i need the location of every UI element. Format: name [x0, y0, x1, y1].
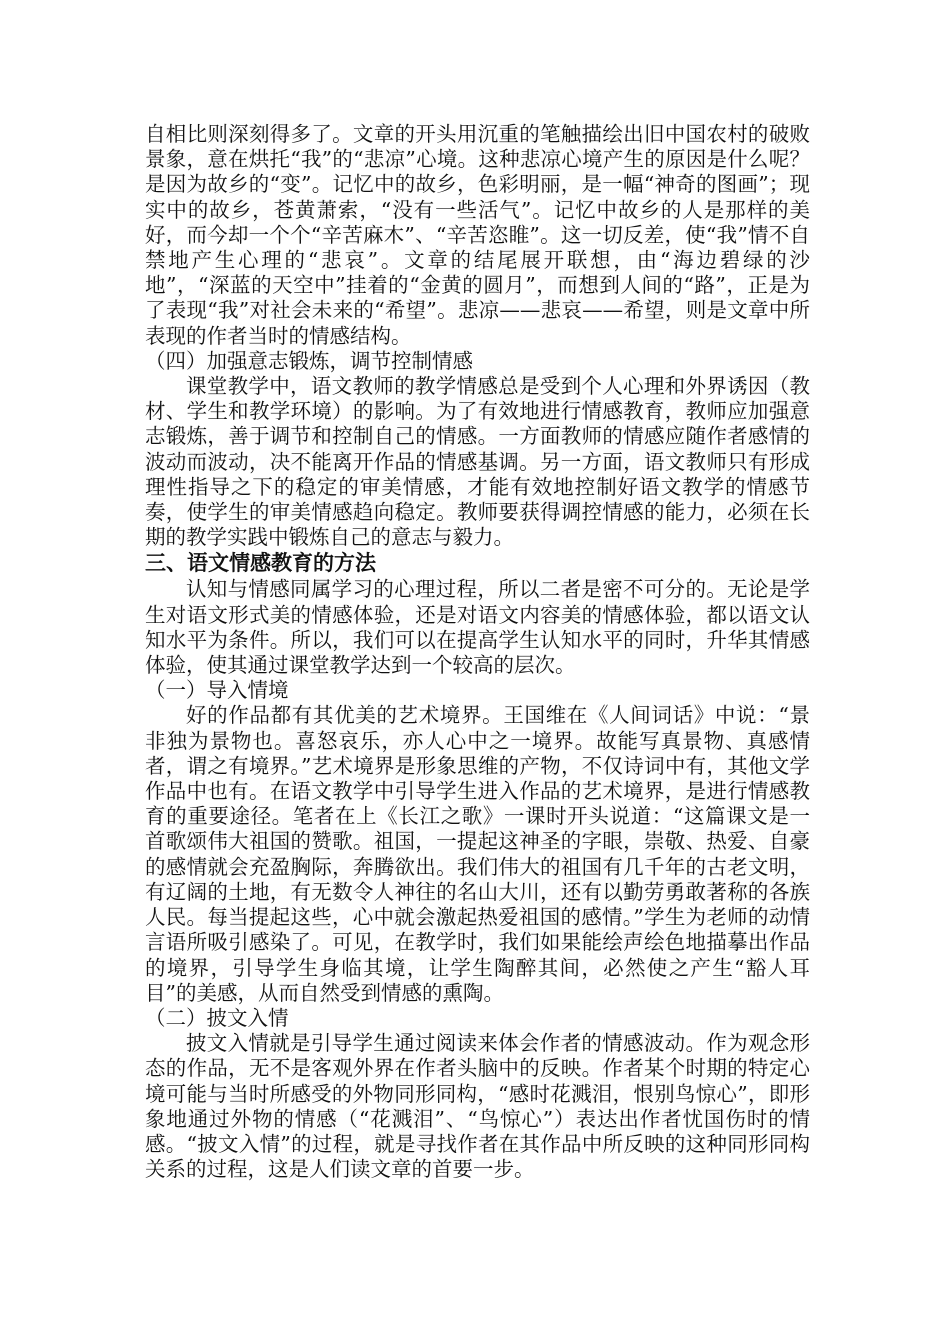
paragraph-continuation: 自相比则深刻得多了。文章的开头用沉重的笔触描绘出旧中国农村的破败景象，意在烘托“我”的“悲凉”心境。这种悲凉心境产生的原因是什么呢？是因为故乡的“变”。记忆中的故乡，色彩明丽，是一幅“神奇的图画”；现实中的故乡，苍黄萧索，“没有一些活气”。记忆中故乡的人是那样的美好，而今却一个个“辛苦麻木”、“辛苦恣睢”。这一切反差，使“我”情不自禁地产生心理的“悲哀”。文章的结尾展开联想，由“海边碧绿的沙地”，“深蓝的天空中”挂着的“金黄的圆月”，而想到人间的“路”，正是为了表现“我”对社会未来的“希望”。悲凉——悲哀——希望，则是文章中所表现的作者当时的情感结构。 — [145, 122, 810, 348]
section-heading-3: 三、语文情感教育的方法 — [145, 551, 376, 576]
paragraph-cognition: 认知与情感同属学习的心理过程，所以二者是密不可分的。无论是学生对语文形式美的情感体验，还是对语文内容美的情感体验，都以语文认知水平为条件。所以，我们可以在提高学生认知水平的同时，升华其情感体验，使其通过课堂教学达到一个较高的层次。 — [145, 577, 810, 678]
subheading-4: （四）加强意志锻炼，调节控制情感 — [145, 348, 473, 373]
subheading-1: （一）导入情境 — [145, 678, 289, 703]
subheading-2: （二）披文入情 — [145, 1005, 289, 1030]
paragraph-artistic-realm: 好的作品都有其优美的艺术境界。王国维在《人间词话》中说：“景非独为景物也。喜怒哀乐，亦人心中之一境界。故能写真景物、真感情者，谓之有境界。”艺术境界是形象思维的产物，不仅诗词中有，其他文学作品中也有。在语文教学中引导学生进入作品的艺术境界，是进行情感教育的重要途径。笔者在上《长江之歌》一课时开头说道：“这篇课文是一首歌颂伟大祖国的赞歌。祖国，一提起这神圣的字眼，崇敬、热爱、自豪的感情就会充盈胸际，奔腾欲出。我们伟大的祖国有几千年的古老文明，有辽阔的土地，有无数令人神往的名山大川，还有以勤劳勇敢著称的各族人民。每当提起这些，心中就会激起热爱祖国的感情。”学生为老师的动情言语所吸引感染了。可见，在教学时，我们如果能绘声绘色地描摹出作品的境界，引导学生身临其境，让学生陶醉其间，必然使之产生“豁人耳目”的美感，从而自然受到情感的熏陶。 — [145, 703, 810, 1005]
document-page — [145, 122, 810, 1182]
paragraph-emotion-control: 课堂教学中，语文教师的教学情感总是受到个人心理和外界诱因（教材、学生和教学环境）的影响。为了有效地进行情感教育，教师应加强意志锻炼，善于调节和控制自己的情感。一方面教师的情感应随作者感情的波动而波动，决不能离开作品的情感基调。另一方面，语文教师只有形成理性指导之下的稳定的审美情感，才能有效地控制好语文教学的情感节奏，使学生的审美情感趋向稳定。教师要获得调控情感的能力，必须在长期的教学实践中锻炼自己的意志与毅力。 — [145, 374, 810, 550]
paragraph-read-emotion: 披文入情就是引导学生通过阅读来体会作者的情感波动。作为观念形态的作品，无不是客观外界在作者头脑中的反映。作者某个时期的特定心境可能与当时所感受的外物同形同构，“感时花溅泪，恨别鸟惊心”，即形象地通过外物的情感（“花溅泪”、“鸟惊心”）表达出作者忧国伤时的情感。“披文入情”的过程，就是寻找作者在其作品中所反映的这种同形同构关系的过程，这是人们读文章的首要一步。 — [145, 1031, 810, 1182]
